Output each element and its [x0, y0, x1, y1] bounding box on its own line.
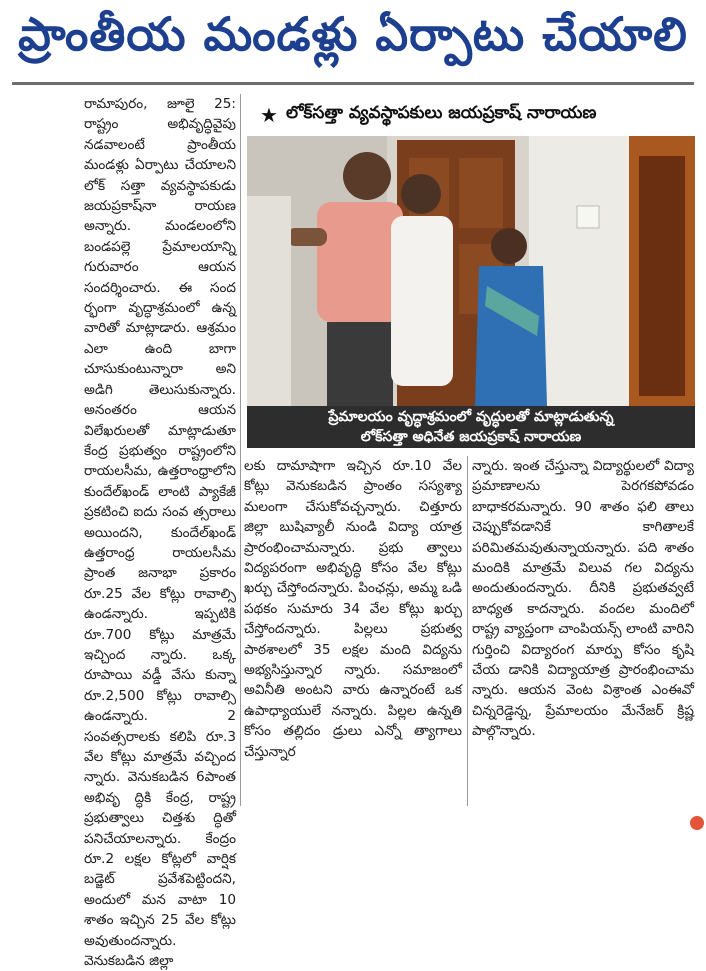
article-photo [247, 136, 695, 406]
star-icon: ★ [260, 103, 278, 127]
article-subhead [246, 100, 694, 130]
caption-line-1: ప్రేమాలయం వృద్ధాశ్రమంలో వృద్ధులతో మాట్లాడుతున్న [328, 409, 614, 425]
article-column-3 [472, 456, 694, 742]
article-column-2 [244, 456, 462, 762]
headline-rule [12, 82, 694, 85]
subhead-text: లోక్‌సత్తా వ్యవస్థాపకులు జయప్రకాష్ నారాయణ [285, 103, 597, 123]
article-column-1 [84, 94, 236, 971]
caption-line-2: లోక్‌సత్తా అధినేత జయప్రకాష్ నారాయణ [360, 429, 582, 445]
column-2-text: లకు దామాషాగా ఇచ్చిన రూ.10 వేల కోట్లు వెనుకబడిన ప్రాంతం సస్యశ్యా మలంగా చేసుకోవచ్చన్నారు. చిత్తూరు జిల్లా బుషివ్యాలీ నుండి విద్యా యాత్ర ప్రారంభించామన్నారు. ప్రభు త్వాలు విద్యపరంగా అభివృద్ధి కోసం వేల కోట్లు ఖర్చు చేస్తోందన్నారు. పింఛన్లు, అమ్మ ఒడి పథకం సుమారు 34 వేల కోట్లు ఖర్చు చేస్తోందన్నారు. పిల్లలు ప్రభుత్వ పాఠశాలలో 35 లక్షల మంది విద్యను అభ్యసిస్తున్నార న్నారు. సమాజంలో అవినీతి అంటని వారు ఉన్నారంటే ఒక ఉపాధ్యాయులే నన్నారు. పిల్లల ఉన్నతి కోసం తల్లిదం డ్రులు ఎన్నో త్యాగాలు చేస్తున్నార [244, 458, 462, 760]
photo-caption [247, 406, 695, 448]
corner-marker [690, 816, 704, 830]
column-divider-1 [240, 94, 241, 806]
column-1-text: రామాపురం, జూలై 25: రాష్ట్రం అభివృద్ధివైపు నడవాలంటే ప్రాంతీయ మండళ్లు ఏర్పాటు చేయాలని లోక్ సత్తా వ్యవస్థాపకుడు జయప్రకాష్‌నా రాయణ అన్నారు. మండలంలోని బండపల్లె ప్రేమాలయాన్ని గురువారం ఆయన సందర్శించారు. ఈ సంద ర్భంగా వృద్ధాశ్రమంలో ఉన్న వారితో మాట్లాడారు. ఆశ్రమం ఎలా ఉంది బాగా చూసుకుంటున్నారా అని అడిగి తెలుసుకున్నారు. అనంతరం ఆయన విలేఖరులతో మాట్లాడుతూ కేంద్ర ప్రభుత్వం రాష్ట్రంలోని రాయలసీమ, ఉత్తరాంధ్రాలోని కుందేల్‌ఖండ్ లాంటి ప్యాకేజీ ప్రకటించి ఐదు సంవ త్సరాలు అయిందని, కుందేల్‌ఖండ్ ఉత్తరాంధ్ర రాయలసీమ ప్రాంత జనాభా ప్రకారం రూ.25 వేల కోట్లు రావాల్సి ఉండన్నారు. ఇప్పటికి రూ.700 కోట్లు మాత్రమే ఇచ్చింద న్నారు. ఒక్క రూపాయి వడ్డీ వేసు కున్నా రూ.2,500 కోట్లు రావాల్సి ఉండన్నారు. 2 సంవత్సరాలకు కలిపి రూ.3 వేల కోట్లు మాత్రమే వచ్చింద న్నారు. వెనుకబడిన 6పాంత అభివృ ద్ధికి కేంద్ర, రాష్ట్ర ప్రభుత్వాలు చిత్తశు ద్ధితో పనిచేయాలన్నారు. కేంద్రం రూ.2 లక్షల కోట్లలో వార్షిక బడ్జెట్ ప్రవేశపెట్టిందని, అందులో మన వాటా 10 శాతం ఇచ్చిన 25 వేల కోట్లు అవుతుందన్నారు. వెనుకబడిన జిల్లా [84, 96, 236, 970]
column-divider-2 [467, 456, 468, 806]
article-headline: ప్రాంతీయ మండళ్లు ఏర్పాటు చేయాలి [18, 7, 688, 61]
column-3-text: న్నారు. ఇంత చేస్తున్నా విద్యార్థులలో విద్యా ప్రమాణాలను పెరగకపోవడం బాధాకరమన్నారు. 90 శాతం ఫలి తాలు చెప్పుకోవడానికే కాగితాలకే పరిమితమవుతున్నాయన్నారు. పది శాతం మందికి మాత్రమే విలువ గల విద్యను అందుతుందన్నారు. దీనికి ప్రభుతవ్వటే బాధ్యత కాదన్నారు. వందల మందిలో రాష్ట్ర వ్యాప్తంగా చాంపియన్స్ లాంటి వారిని గుర్తించి విద్యారంగ మార్పు కోసం కృషి చేయ డానికి విద్యాయాత్ర ప్రారంభించామ న్నారు. ఆయన వెంట విశ్రాంత ఎంఈవో చిన్నరెడ్డెన్న, ప్రేమాలయం మేనేజర్ క్రిష్ణ పాల్గొన్నారు. [472, 458, 694, 740]
